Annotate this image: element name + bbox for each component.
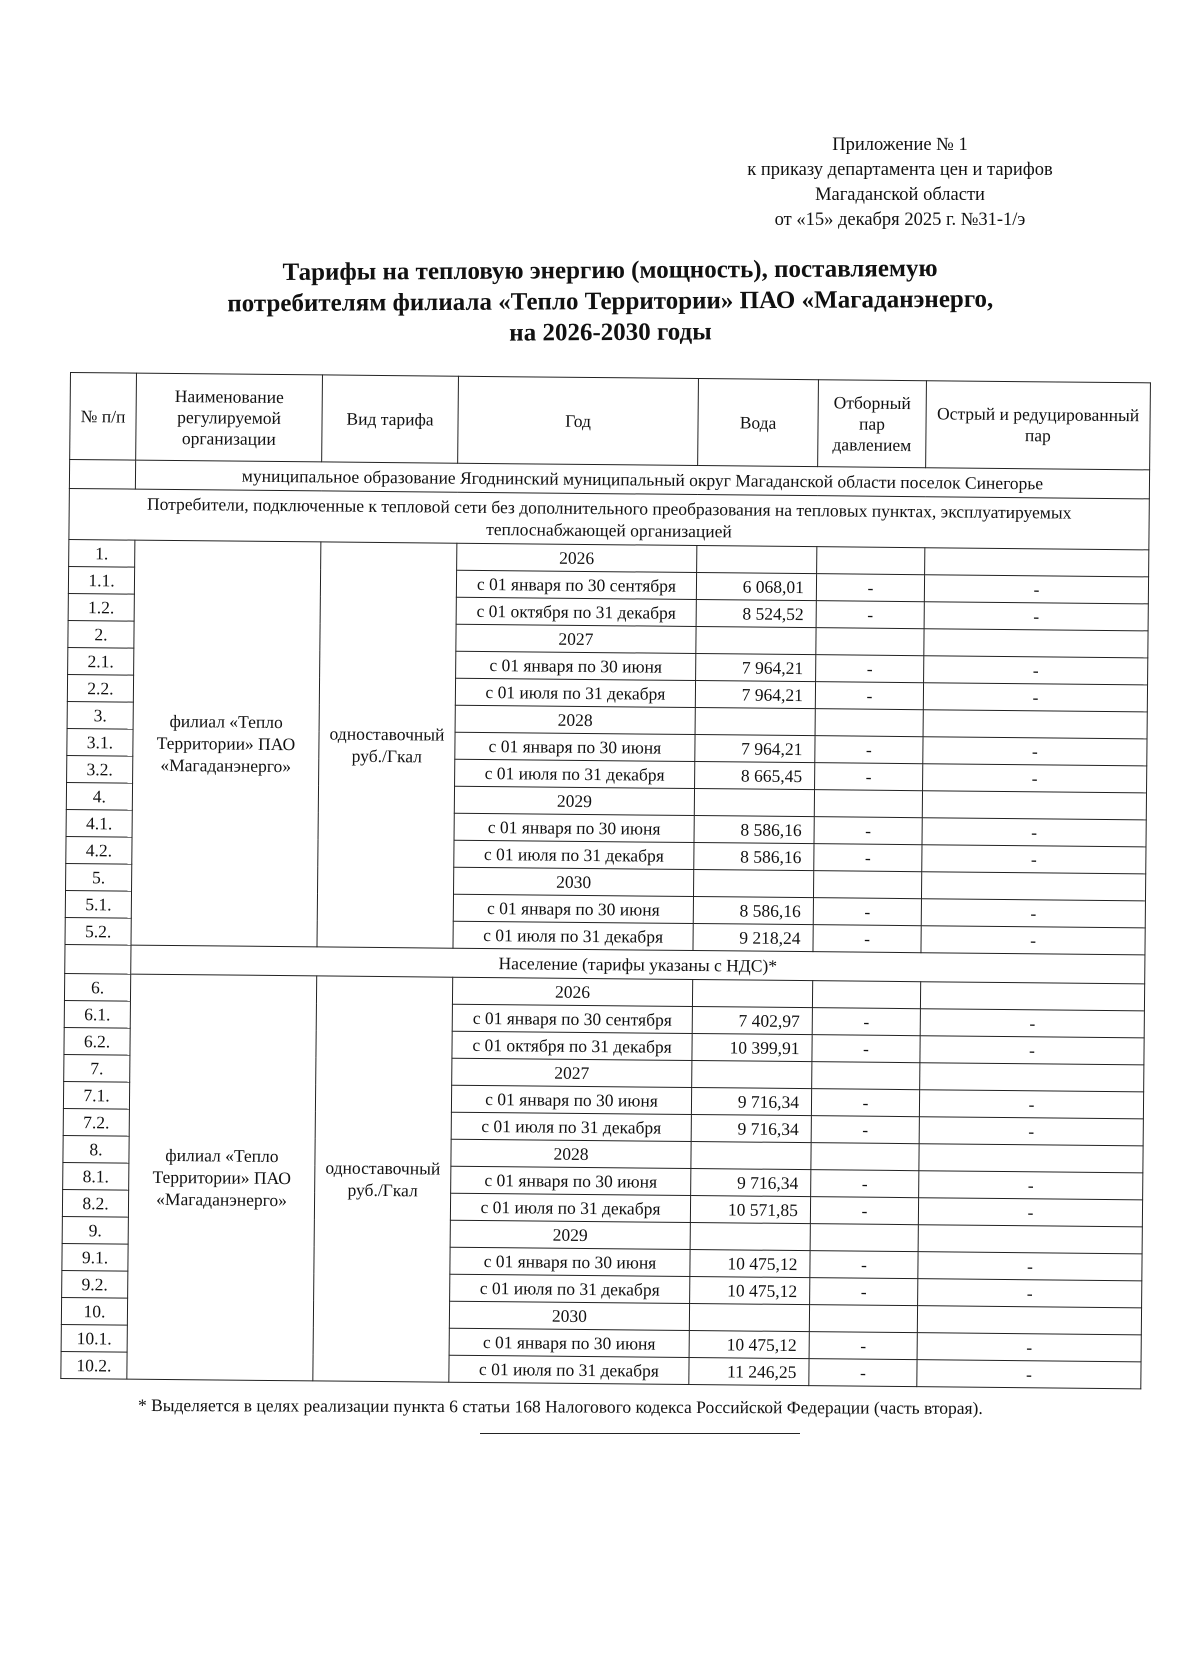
section2-title-num-cell (65, 944, 131, 974)
period-label: с 01 января по 30 июня (456, 651, 696, 680)
steam-sharp-value: - (919, 1117, 1143, 1146)
steam-selected-value (816, 628, 924, 656)
water-tariff-value: 8 665,45 (695, 762, 815, 790)
water-tariff-value (695, 708, 815, 736)
year-label: 2026 (452, 977, 692, 1006)
document-title (120, 252, 1101, 351)
title-line-1: Тарифы на тепловую энергию (мощность), поставляемую (282, 255, 938, 287)
steam-selected-value (810, 1224, 918, 1252)
water-tariff-value: 10 399,91 (692, 1034, 812, 1062)
header-tariff-type: Вид тарифа (322, 375, 459, 463)
steam-sharp-value (919, 1144, 1143, 1173)
water-tariff-value: 6 068,01 (696, 573, 816, 601)
row-number: 10. (61, 1297, 127, 1325)
row-number: 9.2. (62, 1270, 128, 1298)
water-tariff-value (693, 870, 813, 898)
row-number: 5.2. (65, 917, 131, 945)
period-label: с 01 января по 30 июня (454, 813, 694, 842)
period-label: с 01 января по 30 июня (451, 1166, 691, 1195)
period-label: с 01 января по 30 сентября (456, 570, 696, 599)
header-steam-sharp: Острый и редуцированный пар (926, 381, 1151, 470)
year-label: 2027 (456, 624, 696, 653)
steam-selected-value: - (815, 682, 923, 710)
row-number: 8. (63, 1135, 129, 1163)
row-number: 5.1. (65, 890, 131, 918)
water-tariff-value: 8 586,16 (693, 897, 813, 925)
water-tariff-value (691, 1141, 811, 1169)
row-number: 4.1. (66, 809, 132, 837)
water-tariff-value: 7 964,21 (695, 735, 815, 763)
header-year: Год (458, 376, 699, 465)
water-tariff-value (696, 627, 816, 655)
period-label: с 01 июля по 31 декабря (451, 1112, 691, 1141)
appendix-block (700, 133, 1100, 233)
steam-selected-value: - (814, 844, 922, 872)
steam-sharp-value: - (920, 1036, 1144, 1065)
water-tariff-value: 8 586,16 (694, 843, 814, 871)
water-tariff-value: 8 524,52 (696, 600, 816, 628)
table-body (61, 460, 1150, 1389)
water-tariff-value (692, 1061, 812, 1089)
row-number: 3. (67, 701, 133, 729)
steam-sharp-value: - (919, 1171, 1143, 1200)
steam-sharp-value: - (923, 683, 1147, 712)
row-number: 7.1. (63, 1081, 129, 1109)
year-label: 2026 (457, 543, 697, 572)
steam-sharp-value: - (918, 1252, 1142, 1281)
period-label: с 01 января по 30 июня (451, 1085, 691, 1114)
water-tariff-value: 10 475,12 (690, 1249, 810, 1277)
steam-selected-value: - (816, 655, 924, 683)
year-label: 2029 (454, 786, 694, 815)
row-number: 7.2. (63, 1108, 129, 1136)
steam-sharp-value: - (919, 1090, 1143, 1119)
steam-sharp-value: - (918, 1198, 1142, 1227)
steam-sharp-value (918, 1225, 1142, 1254)
title-line-3: на 2026-2030 годы (509, 318, 712, 347)
tariff-type: одноставочный руб./Гкал (317, 542, 457, 948)
row-number: 8.1. (63, 1162, 129, 1190)
water-tariff-value (697, 546, 817, 574)
steam-selected-value (812, 1062, 920, 1090)
steam-selected-value: - (812, 1035, 920, 1063)
organization-name: филиал «Тепло Территории» ПАО «Магаданэнерго» (131, 540, 321, 947)
row-number: 1. (69, 539, 135, 567)
section1-title: Потребители, подключенные к тепловой сети без дополнительного преобразования на тепловых пунктах, эксплуатируемых теплоснабжающей организацией (69, 488, 1149, 549)
water-tariff-value: 11 246,25 (689, 1357, 809, 1385)
period-label: с 01 января по 30 июня (449, 1328, 689, 1357)
year-label: 2030 (454, 867, 694, 896)
steam-selected-value: - (810, 1278, 918, 1306)
appendix-line-1: Приложение № 1 (832, 135, 968, 155)
water-tariff-value (689, 1303, 809, 1331)
row-number: 6. (64, 973, 130, 1001)
steam-selected-value: - (811, 1089, 919, 1117)
steam-sharp-value (925, 548, 1149, 577)
steam-selected-value (809, 1305, 917, 1333)
appendix-line-3: Магаданской области (815, 185, 985, 205)
steam-selected-value: - (816, 601, 924, 629)
steam-selected-value: - (812, 1008, 920, 1036)
steam-sharp-value: - (924, 575, 1148, 604)
steam-sharp-value (917, 1306, 1141, 1335)
steam-selected-value: - (809, 1332, 917, 1360)
steam-selected-value: - (810, 1197, 918, 1225)
steam-sharp-value: - (921, 899, 1145, 928)
water-tariff-value: 10 475,12 (689, 1330, 809, 1358)
row-number: 4.2. (66, 836, 132, 864)
row-number: 2. (68, 620, 134, 648)
water-tariff-value (692, 980, 812, 1008)
year-label: 2027 (452, 1058, 692, 1087)
row-number: 6.1. (64, 1000, 130, 1028)
header-steam-selected: Отборный пар давлением (818, 380, 927, 468)
steam-selected-value (813, 871, 921, 899)
steam-sharp-value: - (924, 656, 1148, 685)
steam-selected-value: - (813, 898, 921, 926)
steam-selected-value: - (815, 763, 923, 791)
steam-selected-value: - (815, 736, 923, 764)
period-label: с 01 октября по 31 декабря (452, 1031, 692, 1060)
row-number: 5. (66, 863, 132, 891)
steam-sharp-value: - (917, 1333, 1141, 1362)
period-label: с 01 октября по 31 декабря (456, 597, 696, 626)
steam-sharp-value: - (923, 737, 1147, 766)
steam-sharp-value (920, 982, 1144, 1011)
row-number: 2.1. (68, 647, 134, 675)
section2-title: Население (тарифы указаны с НДС)* (131, 945, 1145, 984)
steam-sharp-value: - (921, 926, 1145, 955)
year-label: 2028 (451, 1139, 691, 1168)
row-number: 2.2. (67, 674, 133, 702)
row-number: 4. (66, 782, 132, 810)
period-label: с 01 июля по 31 декабря (450, 1274, 690, 1303)
row-number: 1.1. (68, 566, 134, 594)
row-number: 1.2. (68, 593, 134, 621)
row-number: 10.1. (61, 1324, 127, 1352)
water-tariff-value (690, 1222, 810, 1250)
steam-sharp-value (924, 629, 1148, 658)
tariff-table-wrapper (60, 372, 1150, 1389)
row-number: 8.2. (62, 1189, 128, 1217)
row-number: 6.2. (64, 1027, 130, 1055)
steam-sharp-value (922, 791, 1146, 820)
period-label: с 01 января по 30 июня (450, 1247, 690, 1276)
appendix-line-4: от «15» декабря 2025 г. №31-1/э (774, 210, 1026, 230)
water-tariff-value: 8 586,16 (694, 816, 814, 844)
steam-selected-value: - (811, 1170, 919, 1198)
steam-sharp-value (921, 872, 1145, 901)
year-label: 2030 (449, 1301, 689, 1330)
steam-selected-value: - (809, 1359, 917, 1387)
steam-sharp-value: - (917, 1360, 1141, 1389)
steam-sharp-value (920, 1063, 1144, 1092)
steam-selected-value: - (813, 925, 921, 953)
water-tariff-value: 10 475,12 (690, 1276, 810, 1304)
steam-selected-value (815, 709, 923, 737)
steam-sharp-value: - (920, 1009, 1144, 1038)
municipality-num-cell (69, 460, 135, 490)
closing-rule (480, 1433, 800, 1434)
steam-selected-value: - (811, 1116, 919, 1144)
period-label: с 01 июля по 31 декабря (454, 840, 694, 869)
steam-sharp-value: - (924, 602, 1148, 631)
period-label: с 01 июля по 31 декабря (450, 1193, 690, 1222)
row-number: 7. (64, 1054, 130, 1082)
steam-selected-value (817, 547, 925, 575)
water-tariff-value: 7 964,21 (696, 654, 816, 682)
period-label: с 01 июля по 31 декабря (455, 678, 695, 707)
organization-name: филиал «Тепло Территории» ПАО «Магаданэнерго» (127, 974, 317, 1381)
title-line-2: потребителям филиала «Тепло Территории» ПАО «Магаданэнерго, (227, 285, 994, 318)
steam-selected-value: - (816, 574, 924, 602)
appendix-line-2: к приказу департамента цен и тарифов (747, 160, 1053, 180)
period-label: с 01 июля по 31 декабря (455, 759, 695, 788)
steam-selected-value: - (810, 1251, 918, 1279)
water-tariff-value: 9 218,24 (693, 924, 813, 952)
period-label: с 01 января по 30 июня (455, 732, 695, 761)
water-tariff-value: 9 716,34 (691, 1114, 811, 1142)
water-tariff-value: 7 964,21 (695, 681, 815, 709)
steam-selected-value (811, 1143, 919, 1171)
steam-sharp-value: - (923, 764, 1147, 793)
water-tariff-value: 10 571,85 (690, 1195, 810, 1223)
water-tariff-value: 9 716,34 (691, 1168, 811, 1196)
steam-selected-value (814, 790, 922, 818)
steam-sharp-value: - (918, 1279, 1142, 1308)
row-number: 3.1. (67, 728, 133, 756)
period-label: с 01 января по 30 сентября (452, 1004, 692, 1033)
steam-selected-value (812, 981, 920, 1009)
water-tariff-value: 9 716,34 (691, 1088, 811, 1116)
steam-sharp-value: - (922, 818, 1146, 847)
row-number: 9. (62, 1216, 128, 1244)
tariff-table (60, 372, 1151, 1389)
footnote: * Выделяется в целях реализации пункта 6 статьи 168 Налогового кодекса Российской Федерации (часть вторая). (137, 1395, 983, 1418)
period-label: с 01 июля по 31 декабря (453, 921, 693, 950)
row-number: 3.2. (67, 755, 133, 783)
tariff-type: одноставочный руб./Гкал (313, 976, 453, 1382)
steam-sharp-value: - (922, 845, 1146, 874)
header-org: Наименование регулируемой организации (136, 373, 323, 462)
header-water: Вода (698, 379, 819, 467)
steam-sharp-value (923, 710, 1147, 739)
steam-selected-value: - (814, 817, 922, 845)
table-header-row (70, 373, 1151, 470)
water-tariff-value (694, 789, 814, 817)
period-label: с 01 июля по 31 декабря (449, 1355, 689, 1384)
row-number: 10.2. (61, 1351, 127, 1379)
municipality-name: муниципальное образование Ягоднинский муниципальный округ Магаданской области поселок Синегорье (135, 460, 1149, 499)
row-number: 9.1. (62, 1243, 128, 1271)
water-tariff-value: 7 402,97 (692, 1007, 812, 1035)
header-num: № п/п (70, 373, 137, 461)
period-label: с 01 января по 30 июня (453, 894, 693, 923)
year-label: 2028 (455, 705, 695, 734)
year-label: 2029 (450, 1220, 690, 1249)
